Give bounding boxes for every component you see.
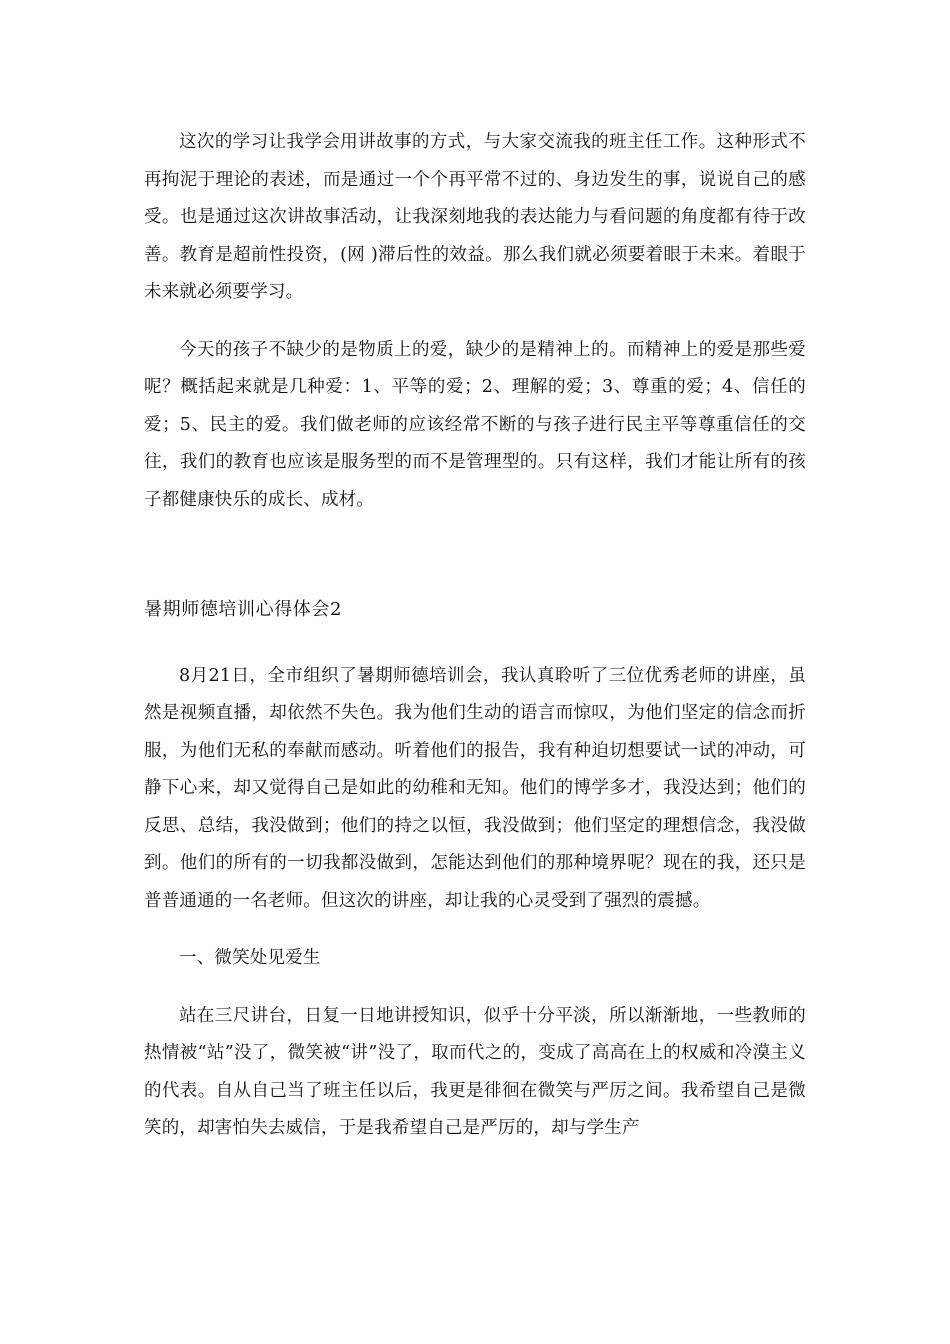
paragraph-podium: 站在三尺讲台，日复一日地讲授知识，似乎十分平淡，所以渐渐地，一些教师的热情被“站”没了，微笑被“讲”没了，取而代之的，变成了高高在上的权威和冷漠主义的代表。自从自己当了班主任以后，我更是徘徊在微笑与严厉之间。我希望自己是微笑的，却害怕失去威信，于是我希望自己是严厉的，却与学生产 — [144, 1005, 806, 1138]
paragraph-five-loves: 今天的孩子不缺少的是物质上的爱，缺少的是精神上的。而精神上的爱是那些爱呢？概括起来就是几种爱：1、平等的爱；2、理解的爱；3、尊重的爱；4、信任的爱；5、民主的爱。我们做老师的应该经常不断的与孩子进行民主平等尊重信任的交往，我们的教育也应该是服务型的而不是管理型的。只有这样，我们才能让所有的孩子都健康快乐的成长、成材。 — [144, 339, 806, 510]
paragraph-storytelling: 这次的学习让我学会用讲故事的方式，与大家交流我的班主任工作。这种形式不再拘泥于理论的表述，而是通过一个个再平常不过的、身边发生的事，说说自己的感受。也是通过这次讲故事活动，让我深刻地我的表达能力与看问题的角度都有待于改善。教育是超前性投资，(网 )滞后性的效益。那么我们就必须要着眼于未来。着眼于未来就必须要学习。 — [144, 132, 806, 302]
document-body — [144, 124, 806, 1148]
subheading-smile: 一、微笑处见爱生 — [179, 948, 321, 968]
paragraph-training-session: 8月21日，全市组织了暑期师德培训会，我认真聆听了三位优秀老师的讲座，虽然是视频直播，却依然不失色。我为他们生动的语言而惊叹，为他们坚定的信念而折服，为他们无私的奉献而感动。听着他们的报告，我有种迫切想要试一试的冲动，可静下心来，却又觉得自己是如此的幼稚和无知。他们的博学多才，我没达到；他们的反思、总结，我没做到；他们的持之以恒，我没做到；他们坚定的理想信念，我没做到。他们的所有的一切我都没做到，怎能达到他们的那种境界呢？现在的我，还只是普普通通的一名老师。但这次的讲座，却让我的心灵受到了强烈的震撼。 — [144, 665, 806, 911]
section-title: 暑期师德培训心得体会2 — [144, 599, 343, 620]
